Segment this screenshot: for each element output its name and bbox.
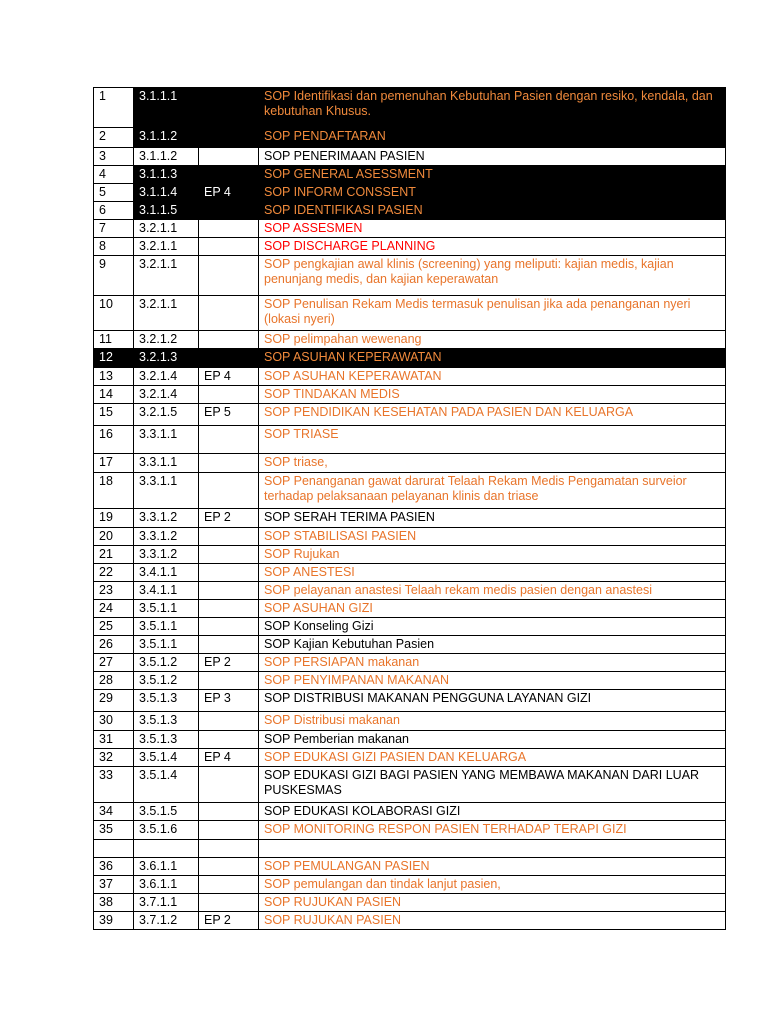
sop-title: SOP PENYIMPANAN MAKANAN xyxy=(259,672,726,690)
ep-label xyxy=(199,349,259,368)
table-row xyxy=(94,821,726,840)
sop-title: SOP pengkajian awal klinis (screening) yang meliputi: kajian medis, kajian penunjang medis, dan kajian keperawatan xyxy=(259,256,726,296)
ep-label xyxy=(199,636,259,654)
sop-title: SOP DISTRIBUSI MAKANAN PENGGUNA LAYANAN GIZI xyxy=(259,690,726,712)
ep-label: EP 3 xyxy=(199,690,259,712)
table-row xyxy=(94,528,726,546)
standard-code: 3.2.1.1 xyxy=(134,296,199,331)
standard-code: 3.4.1.1 xyxy=(134,564,199,582)
ep-label xyxy=(199,331,259,349)
table-row xyxy=(94,654,726,672)
standard-code: 3.1.1.1 xyxy=(134,88,199,128)
standard-code: 3.5.1.4 xyxy=(134,749,199,767)
standard-code xyxy=(134,840,199,858)
sop-title: SOP PENERIMAAN PASIEN xyxy=(259,148,726,166)
row-number: 1 xyxy=(94,88,134,128)
sop-table-body xyxy=(94,88,726,930)
row-number: 27 xyxy=(94,654,134,672)
row-number: 12 xyxy=(94,349,134,368)
ep-label: EP 5 xyxy=(199,404,259,426)
standard-code: 3.5.1.4 xyxy=(134,767,199,803)
table-row xyxy=(94,636,726,654)
sop-title: SOP PERSIAPAN makanan xyxy=(259,654,726,672)
ep-label xyxy=(199,256,259,296)
standard-code: 3.5.1.3 xyxy=(134,712,199,731)
table-row xyxy=(94,731,726,749)
table-row xyxy=(94,712,726,731)
table-row xyxy=(94,690,726,712)
standard-code: 3.5.1.1 xyxy=(134,636,199,654)
table-row xyxy=(94,672,726,690)
standard-code: 3.3.1.2 xyxy=(134,546,199,564)
sop-title: SOP PENDIDIKAN KESEHATAN PADA PASIEN DAN KELUARGA xyxy=(259,404,726,426)
table-row xyxy=(94,582,726,600)
standard-code: 3.2.1.1 xyxy=(134,220,199,238)
ep-label: EP 4 xyxy=(199,749,259,767)
standard-code: 3.3.1.1 xyxy=(134,454,199,473)
table-row xyxy=(94,331,726,349)
sop-title: SOP pelimpahan wewenang xyxy=(259,331,726,349)
ep-label xyxy=(199,426,259,454)
sop-title xyxy=(259,840,726,858)
sop-title: SOP SERAH TERIMA PASIEN xyxy=(259,509,726,528)
ep-label xyxy=(199,238,259,256)
ep-label xyxy=(199,876,259,894)
standard-code: 3.2.1.1 xyxy=(134,256,199,296)
row-number: 28 xyxy=(94,672,134,690)
row-number: 5 xyxy=(94,184,134,202)
standard-code: 3.5.1.1 xyxy=(134,618,199,636)
row-number: 38 xyxy=(94,894,134,912)
sop-title: SOP triase, xyxy=(259,454,726,473)
row-number xyxy=(94,840,134,858)
sop-title: SOP INFORM CONSSENT xyxy=(259,184,726,202)
sop-title: SOP RUJUKAN PASIEN xyxy=(259,894,726,912)
sop-title: SOP Penanganan gawat darurat Telaah Rekam Medis Pengamatan surveior terhadap pelaksanaan pelayanan klinis dan triase xyxy=(259,473,726,509)
table-row xyxy=(94,220,726,238)
sop-title: SOP TRIASE xyxy=(259,426,726,454)
ep-label: EP 4 xyxy=(199,184,259,202)
standard-code: 3.1.1.2 xyxy=(134,128,199,148)
standard-code: 3.5.1.1 xyxy=(134,600,199,618)
row-number: 7 xyxy=(94,220,134,238)
row-number: 32 xyxy=(94,749,134,767)
standard-code: 3.3.1.2 xyxy=(134,509,199,528)
sop-title: SOP ASUHAN GIZI xyxy=(259,600,726,618)
table-row xyxy=(94,238,726,256)
ep-label xyxy=(199,454,259,473)
row-number: 26 xyxy=(94,636,134,654)
sop-title: SOP EDUKASI GIZI PASIEN DAN KELUARGA xyxy=(259,749,726,767)
table-row xyxy=(94,858,726,876)
row-number: 25 xyxy=(94,618,134,636)
ep-label xyxy=(199,582,259,600)
row-number: 19 xyxy=(94,509,134,528)
table-row xyxy=(94,546,726,564)
sop-title: SOP Pemberian makanan xyxy=(259,731,726,749)
row-number: 29 xyxy=(94,690,134,712)
standard-code: 3.4.1.1 xyxy=(134,582,199,600)
row-number: 37 xyxy=(94,876,134,894)
table-row xyxy=(94,148,726,166)
row-number: 34 xyxy=(94,803,134,821)
standard-code: 3.5.1.6 xyxy=(134,821,199,840)
table-row xyxy=(94,368,726,386)
table-row xyxy=(94,202,726,220)
row-number: 9 xyxy=(94,256,134,296)
sop-title: SOP IDENTIFIKASI PASIEN xyxy=(259,202,726,220)
ep-label xyxy=(199,166,259,184)
standard-code: 3.7.1.2 xyxy=(134,912,199,930)
standard-code: 3.2.1.2 xyxy=(134,331,199,349)
sop-table xyxy=(93,87,726,930)
sop-title: SOP pemulangan dan tindak lanjut pasien, xyxy=(259,876,726,894)
standard-code: 3.2.1.5 xyxy=(134,404,199,426)
standard-code: 3.2.1.1 xyxy=(134,238,199,256)
sop-title: SOP EDUKASI GIZI BAGI PASIEN YANG MEMBAWA MAKANAN DARI LUAR PUSKESMAS xyxy=(259,767,726,803)
row-number: 35 xyxy=(94,821,134,840)
ep-label xyxy=(199,894,259,912)
ep-label xyxy=(199,712,259,731)
ep-label xyxy=(199,296,259,331)
sop-title: SOP EDUKASI KOLABORASI GIZI xyxy=(259,803,726,821)
ep-label xyxy=(199,220,259,238)
standard-code: 3.2.1.4 xyxy=(134,386,199,404)
ep-label xyxy=(199,840,259,858)
row-number: 4 xyxy=(94,166,134,184)
row-number: 24 xyxy=(94,600,134,618)
ep-label xyxy=(199,618,259,636)
sop-title: SOP MONITORING RESPON PASIEN TERHADAP TERAPI GIZI xyxy=(259,821,726,840)
table-row xyxy=(94,749,726,767)
table-row xyxy=(94,256,726,296)
ep-label xyxy=(199,731,259,749)
ep-label xyxy=(199,473,259,509)
standard-code: 3.5.1.2 xyxy=(134,654,199,672)
ep-label xyxy=(199,546,259,564)
standard-code: 3.5.1.2 xyxy=(134,672,199,690)
ep-label xyxy=(199,600,259,618)
row-number: 20 xyxy=(94,528,134,546)
standard-code: 3.1.1.4 xyxy=(134,184,199,202)
row-number: 39 xyxy=(94,912,134,930)
standard-code: 3.6.1.1 xyxy=(134,858,199,876)
sop-title: SOP RUJUKAN PASIEN xyxy=(259,912,726,930)
sop-title: SOP ASUHAN KEPERAWATAN xyxy=(259,349,726,368)
ep-label xyxy=(199,858,259,876)
row-number: 3 xyxy=(94,148,134,166)
row-number: 8 xyxy=(94,238,134,256)
ep-label xyxy=(199,672,259,690)
sop-title: SOP Distribusi makanan xyxy=(259,712,726,731)
row-number: 6 xyxy=(94,202,134,220)
table-row xyxy=(94,88,726,128)
ep-label: EP 2 xyxy=(199,912,259,930)
sop-title: SOP ASUHAN KEPERAWATAN xyxy=(259,368,726,386)
table-row xyxy=(94,803,726,821)
ep-label: EP 2 xyxy=(199,509,259,528)
row-number: 14 xyxy=(94,386,134,404)
table-row xyxy=(94,184,726,202)
table-row xyxy=(94,386,726,404)
table-row xyxy=(94,349,726,368)
ep-label xyxy=(199,821,259,840)
sop-title: SOP GENERAL ASESSMENT xyxy=(259,166,726,184)
row-number: 11 xyxy=(94,331,134,349)
sop-title: SOP Identifikasi dan pemenuhan Kebutuhan Pasien dengan resiko, kendala, dan kebutuhan Khusus. xyxy=(259,88,726,128)
standard-code: 3.3.1.1 xyxy=(134,473,199,509)
table-row xyxy=(94,404,726,426)
table-row xyxy=(94,618,726,636)
sop-title: SOP STABILISASI PASIEN xyxy=(259,528,726,546)
row-number: 33 xyxy=(94,767,134,803)
sop-title: SOP PEMULANGAN PASIEN xyxy=(259,858,726,876)
row-number: 18 xyxy=(94,473,134,509)
ep-label: EP 4 xyxy=(199,368,259,386)
table-row xyxy=(94,912,726,930)
ep-label xyxy=(199,767,259,803)
standard-code: 3.2.1.4 xyxy=(134,368,199,386)
table-row xyxy=(94,454,726,473)
row-number: 2 xyxy=(94,128,134,148)
row-number: 10 xyxy=(94,296,134,331)
ep-label xyxy=(199,202,259,220)
sop-title: SOP PENDAFTARAN xyxy=(259,128,726,148)
sop-title: SOP ASSESMEN xyxy=(259,220,726,238)
standard-code: 3.5.1.3 xyxy=(134,731,199,749)
row-number: 13 xyxy=(94,368,134,386)
standard-code: 3.1.1.2 xyxy=(134,148,199,166)
table-row xyxy=(94,840,726,858)
table-row xyxy=(94,296,726,331)
ep-label xyxy=(199,88,259,128)
table-row xyxy=(94,564,726,582)
sop-title: SOP Rujukan xyxy=(259,546,726,564)
standard-code: 3.2.1.3 xyxy=(134,349,199,368)
table-row xyxy=(94,600,726,618)
ep-label xyxy=(199,386,259,404)
standard-code: 3.6.1.1 xyxy=(134,876,199,894)
table-row xyxy=(94,894,726,912)
sop-title: SOP Konseling Gizi xyxy=(259,618,726,636)
sop-title: SOP TINDAKAN MEDIS xyxy=(259,386,726,404)
standard-code: 3.5.1.3 xyxy=(134,690,199,712)
ep-label xyxy=(199,803,259,821)
table-row xyxy=(94,473,726,509)
table-row xyxy=(94,166,726,184)
row-number: 36 xyxy=(94,858,134,876)
table-row xyxy=(94,509,726,528)
table-row xyxy=(94,767,726,803)
standard-code: 3.5.1.5 xyxy=(134,803,199,821)
table-row xyxy=(94,128,726,148)
standard-code: 3.1.1.5 xyxy=(134,202,199,220)
sop-title: SOP ANESTESI xyxy=(259,564,726,582)
ep-label xyxy=(199,128,259,148)
row-number: 31 xyxy=(94,731,134,749)
standard-code: 3.1.1.3 xyxy=(134,166,199,184)
row-number: 22 xyxy=(94,564,134,582)
row-number: 16 xyxy=(94,426,134,454)
ep-label xyxy=(199,528,259,546)
row-number: 17 xyxy=(94,454,134,473)
table-row xyxy=(94,426,726,454)
ep-label: EP 2 xyxy=(199,654,259,672)
ep-label xyxy=(199,148,259,166)
row-number: 30 xyxy=(94,712,134,731)
row-number: 23 xyxy=(94,582,134,600)
sop-title: SOP DISCHARGE PLANNING xyxy=(259,238,726,256)
sop-title: SOP pelayanan anastesi Telaah rekam medis pasien dengan anastesi xyxy=(259,582,726,600)
sop-title: SOP Kajian Kebutuhan Pasien xyxy=(259,636,726,654)
row-number: 15 xyxy=(94,404,134,426)
sop-title: SOP Penulisan Rekam Medis termasuk penulisan jika ada penanganan nyeri (lokasi nyeri) xyxy=(259,296,726,331)
table-row xyxy=(94,876,726,894)
row-number: 21 xyxy=(94,546,134,564)
standard-code: 3.3.1.2 xyxy=(134,528,199,546)
standard-code: 3.7.1.1 xyxy=(134,894,199,912)
ep-label xyxy=(199,564,259,582)
standard-code: 3.3.1.1 xyxy=(134,426,199,454)
